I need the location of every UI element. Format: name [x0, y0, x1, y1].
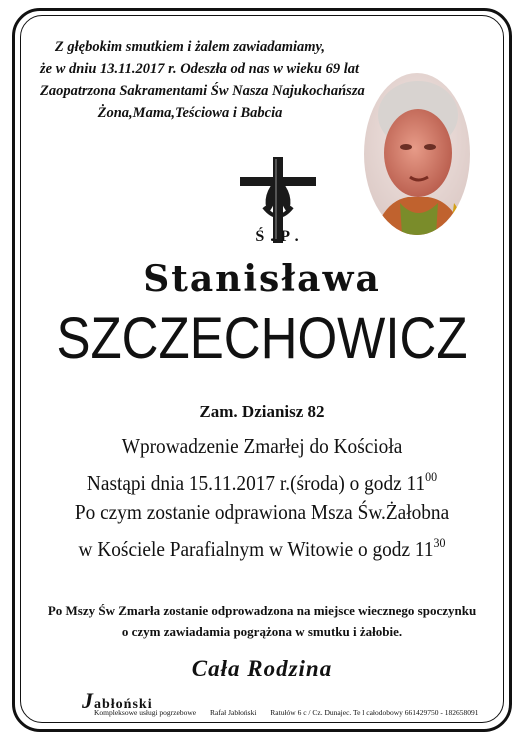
closing-text: [0, 600, 524, 642]
intro-line: że w dniu 13.11.2017 r. Odeszła od nas w wieku 69 lat: [40, 61, 360, 77]
closing-line: o czym zawiadamia pogrążona w smutku i żałobie.: [121, 624, 403, 639]
ceremony-details: [21, 432, 503, 564]
intro-line: Zaopatrzona Sakramentami Św Nasza Najukochańsza: [40, 83, 365, 99]
intro-line: Żona,Mama,Teściowa i Babcia: [97, 105, 283, 121]
ceremony-line: Nastąpi dnia 15.11.2017 r.(środa) o godz $11^{00}$: [86, 468, 438, 495]
family-signature: Cała Rodzina: [191, 656, 333, 681]
ceremony-line: Po czym zostanie odprawiona Msza Św.Żałobna: [74, 500, 450, 524]
portrait-photo: [364, 73, 470, 235]
sp-abbreviation: Ś.P.: [255, 228, 305, 245]
deceased-surname: SZCZECHOWICZ: [56, 306, 468, 371]
announcement-intro: [40, 36, 365, 124]
footer-address: Ratułów 6 c / Cz. Dunajec. Te l całodobowy 661429750 - 182658091: [270, 708, 479, 717]
footer-tagline: Kompleksowe usługi pogrzebowe: [94, 708, 197, 717]
ceremony-line: w Kościele Parafialnym w Witowie o godz $11^{30}$: [78, 534, 446, 561]
footer-owner: Rafał Jabłoński: [209, 708, 257, 717]
closing-line: Po Mszy Św Zmarła zostanie odprowadzona na miejsce wiecznego spoczynku: [47, 603, 477, 618]
intro-line: Z głębokim smutkiem i żalem zawiadamiamy,: [54, 39, 326, 55]
funeral-home-details: [94, 708, 479, 717]
residence-address: Zam. Dzianisz 82: [199, 402, 325, 421]
funeral-home-brand: Jabłoński: [82, 688, 153, 713]
deceased-first-name: Stanisława: [143, 258, 381, 300]
ceremony-line: Wprowadzenie Zmarłej do Kościoła: [121, 434, 403, 458]
